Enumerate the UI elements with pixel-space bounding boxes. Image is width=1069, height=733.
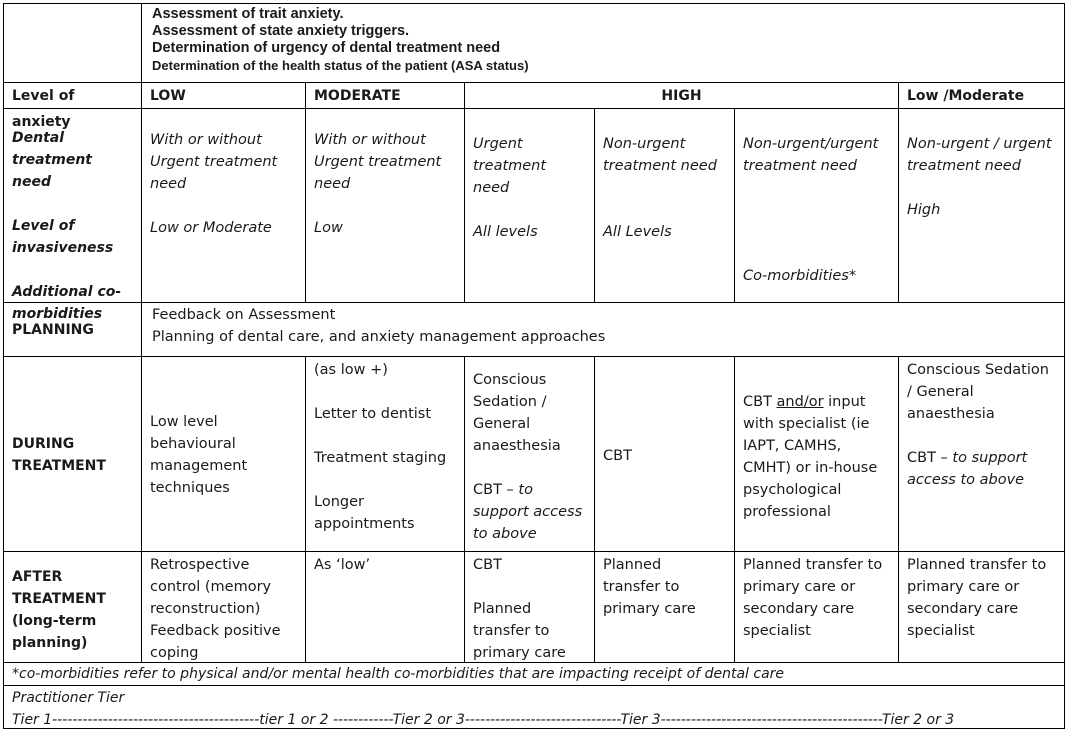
during-high-cbt-prefix: CBT – (473, 482, 519, 498)
invasiveness-high-urgent: All levels (473, 224, 538, 240)
after-low-2: Feedback positive coping (150, 623, 281, 661)
planning-line-1: Feedback on Assessment (152, 307, 336, 323)
during-high-mixed-cell (734, 356, 899, 552)
after-high-transfer: Planned transfer to primary care (473, 601, 566, 661)
level-high (464, 82, 899, 109)
level-low-text: LOW (150, 88, 186, 104)
during-high-mixed-prefix: CBT (743, 394, 777, 410)
need-high-mixed: Non-urgent/urgent treatment need (743, 136, 879, 174)
footnote: *co-morbidities refer to physical and/or mental health co-morbidities that are impacting receipt of dental care (12, 666, 785, 682)
during-high-cbt (473, 479, 586, 545)
assessment-line-4: Determination of the health status of the patient (ASA status) (152, 58, 529, 73)
level-of-invasiveness-label: Level of invasiveness (12, 218, 114, 256)
during-high-urgent-cell (464, 356, 595, 552)
planning-label-cell (3, 302, 142, 357)
during-high-mixed (743, 391, 890, 523)
after-moderate: As ‘low’ (314, 557, 371, 573)
need-high-nonurgent: Non-urgent treatment need (603, 136, 717, 174)
during-lowmod-cbt-note: to support access to above (907, 450, 1028, 488)
additional-comorbidities-label: Additional co-morbidities (12, 284, 122, 322)
assessment-header (141, 3, 1065, 83)
after-label: AFTER TREATMENT (long-term planning) (12, 569, 106, 651)
during-lowmod-cbt-prefix: CBT – (907, 450, 953, 466)
planning-label: PLANNING (12, 322, 94, 338)
invasiveness-low: Low or Moderate (150, 220, 272, 236)
need-low-cell (141, 108, 306, 303)
need-high-urgent: Urgent treatment need (473, 136, 547, 196)
during-high-cbt-note: to support access to above (473, 482, 583, 542)
need-lowmod: Non-urgent / urgent treatment need (907, 136, 1052, 174)
during-high-sedation: Conscious Sedation / General anaesthesia (473, 372, 561, 454)
need-high-nonurgent-cell (594, 108, 735, 303)
during-lowmod-cell (898, 356, 1065, 552)
need-high-urgent-cell (464, 108, 595, 303)
after-high-cbt: CBT (473, 557, 502, 573)
need-moderate-cell (305, 108, 465, 303)
during-lowmod-cbt (907, 447, 1056, 491)
assessment-line-1: Assessment of trait anxiety. (152, 6, 344, 22)
during-high-mixed-andor: and/or (776, 394, 824, 410)
after-high-urgent-cell (464, 551, 595, 663)
after-label-cell (3, 551, 142, 663)
dental-treatment-need-label: Dental treatment need (12, 130, 92, 190)
tier-line: Tier 1-----------------------------------------tier 1 or 2 ------------Tier 2 or 3-------------------------------Tier 3--------------------------------------------Tier 2 or 3 (12, 712, 955, 728)
need-moderate: With or without Urgent treatment need (314, 132, 442, 192)
during-moderate-cell (305, 356, 465, 552)
during-label-cell (3, 356, 142, 552)
during-high-cbt-only: CBT (603, 448, 632, 464)
level-high-text: HIGH (661, 88, 702, 104)
invasiveness-high-nonurgent: All Levels (603, 224, 672, 240)
tier-title: Practitioner Tier (12, 690, 125, 706)
after-high-mixed-cell (734, 551, 899, 663)
need-high-mixed-cell (734, 108, 899, 303)
anxiety-care-pathway-table (3, 3, 1065, 729)
assessment-line-2: Assessment of state anxiety triggers. (152, 23, 410, 39)
level-moderate-text: MODERATE (314, 88, 401, 104)
need-lowmod-cell (898, 108, 1065, 303)
during-moderate-3: Treatment staging (314, 450, 447, 466)
planning-line-2: Planning of dental care, and anxiety management approaches (152, 329, 606, 345)
during-low-cell (141, 356, 306, 552)
invasiveness-moderate: Low (314, 220, 343, 236)
header-blank-cell (3, 3, 142, 83)
during-label: DURING TREATMENT (12, 436, 106, 474)
need-low: With or without Urgent treatment need (150, 132, 278, 192)
during-moderate-1: (as low +) (314, 362, 388, 378)
after-low-cell (141, 551, 306, 663)
after-moderate-cell (305, 551, 465, 663)
invasiveness-lowmod: High (907, 202, 941, 218)
during-moderate-4: Longer appointments (314, 494, 415, 532)
footnote-cell (3, 662, 1065, 686)
level-low-moderate-text: Low /Moderate (907, 88, 1025, 104)
during-lowmod-sedation: Conscious Sedation / General anaesthesia (907, 362, 1049, 422)
during-low: Low level behavioural management techniques (150, 414, 248, 496)
after-high-nonurgent-cell (594, 551, 735, 663)
after-high-mixed: Planned transfer to primary care or secondary care specialist (743, 557, 883, 639)
level-of-anxiety-label (3, 82, 142, 130)
planning-cell (141, 302, 1065, 357)
level-moderate (305, 82, 465, 109)
assessment-line-3: Determination of urgency of dental treatment need (152, 40, 501, 56)
during-high-nonurgent-cell (594, 356, 735, 552)
after-lowmod-cell (898, 551, 1065, 663)
during-high-mixed-suffix: input with specialist (ie IAPT, CAMHS, CMHT) or in-house psychological professional (743, 394, 878, 520)
during-moderate-2: Letter to dentist (314, 406, 432, 422)
level-low-moderate (898, 82, 1065, 109)
level-of-anxiety-text: Level of anxiety (12, 88, 75, 130)
tier-cell (3, 685, 1065, 729)
after-low-1: Retrospective control (memory reconstruction) (150, 557, 272, 617)
after-lowmod: Planned transfer to primary care or secondary care specialist (907, 557, 1047, 639)
comorbidities-high: Co-morbidities* (743, 268, 857, 284)
after-high-nonurgent: Planned transfer to primary care (603, 557, 696, 617)
need-row-labels (3, 108, 142, 322)
level-low (141, 82, 306, 109)
